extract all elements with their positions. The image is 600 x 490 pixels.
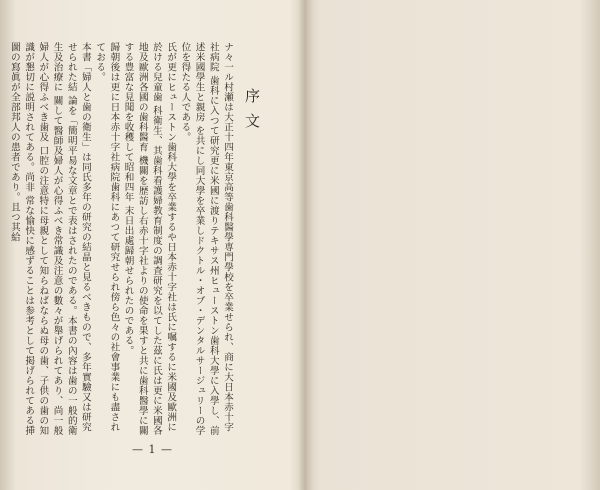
paragraph: 氏が更にヒューストン歯科大學を卒業するや日本赤十字社は氏に嘱するに米國及歐洲に於ける兒童歯 科衛生、其歯科看護婦教育制度の調査研究を以てした茲に氏は更に米國各地及歐洲各國の歯科醫育 機關を歴訪し右赤十字社よりの使命を果すと共に歯科醫學に關する豊富な見聞を收穫して昭和四年 末日出處歸朝せられたのである。 [122, 42, 177, 436]
page-number: — 1 — [132, 443, 173, 456]
page-title: 序文 [243, 88, 261, 138]
preface-body [8, 42, 234, 437]
paragraph: 本書「婦人と歯の衛生」は同氏多年の研究の結晶と見るべきもので、多年實驗又は研究せられた結 論を「簡明平易な文章とで表はされたのである。本書の內容は歯の一般的衛生及治療に 關して醫師及婦人が心得ふべき常識及注意の數々が舉げられてあり、尚一般婦人が心得ふべき歯及 口腔の注意特に母親として知らねばならぬ母の歯、子供の歯の知識が懇切に説明されてある。尚非 常な愉快に感ずることは参考として掲げられてある挿圖の寫眞が全部邦人の患者であり。且つ其給 [8, 42, 91, 436]
paragraph: ナ々一ル村瀬は大正十四年東京高等歯科醫學専門學校を卒業せられ、商に大日本赤十字社病院 歯科に入つて研究更に米國に渡りテキサス州ヒューストン歯科大學に入學し、前述米國學生と親房 を共にし同大學を卒業しドクトル・オブ・デンタルサージュリーの学位を得たる人である。 [179, 42, 233, 436]
right-page-blank [305, 0, 600, 490]
paragraph: 歸朝後は更に日本赤十字社病院歯科にあつて研究せられ傍ら色々の社會事業にも盡されておる。 [94, 42, 120, 432]
